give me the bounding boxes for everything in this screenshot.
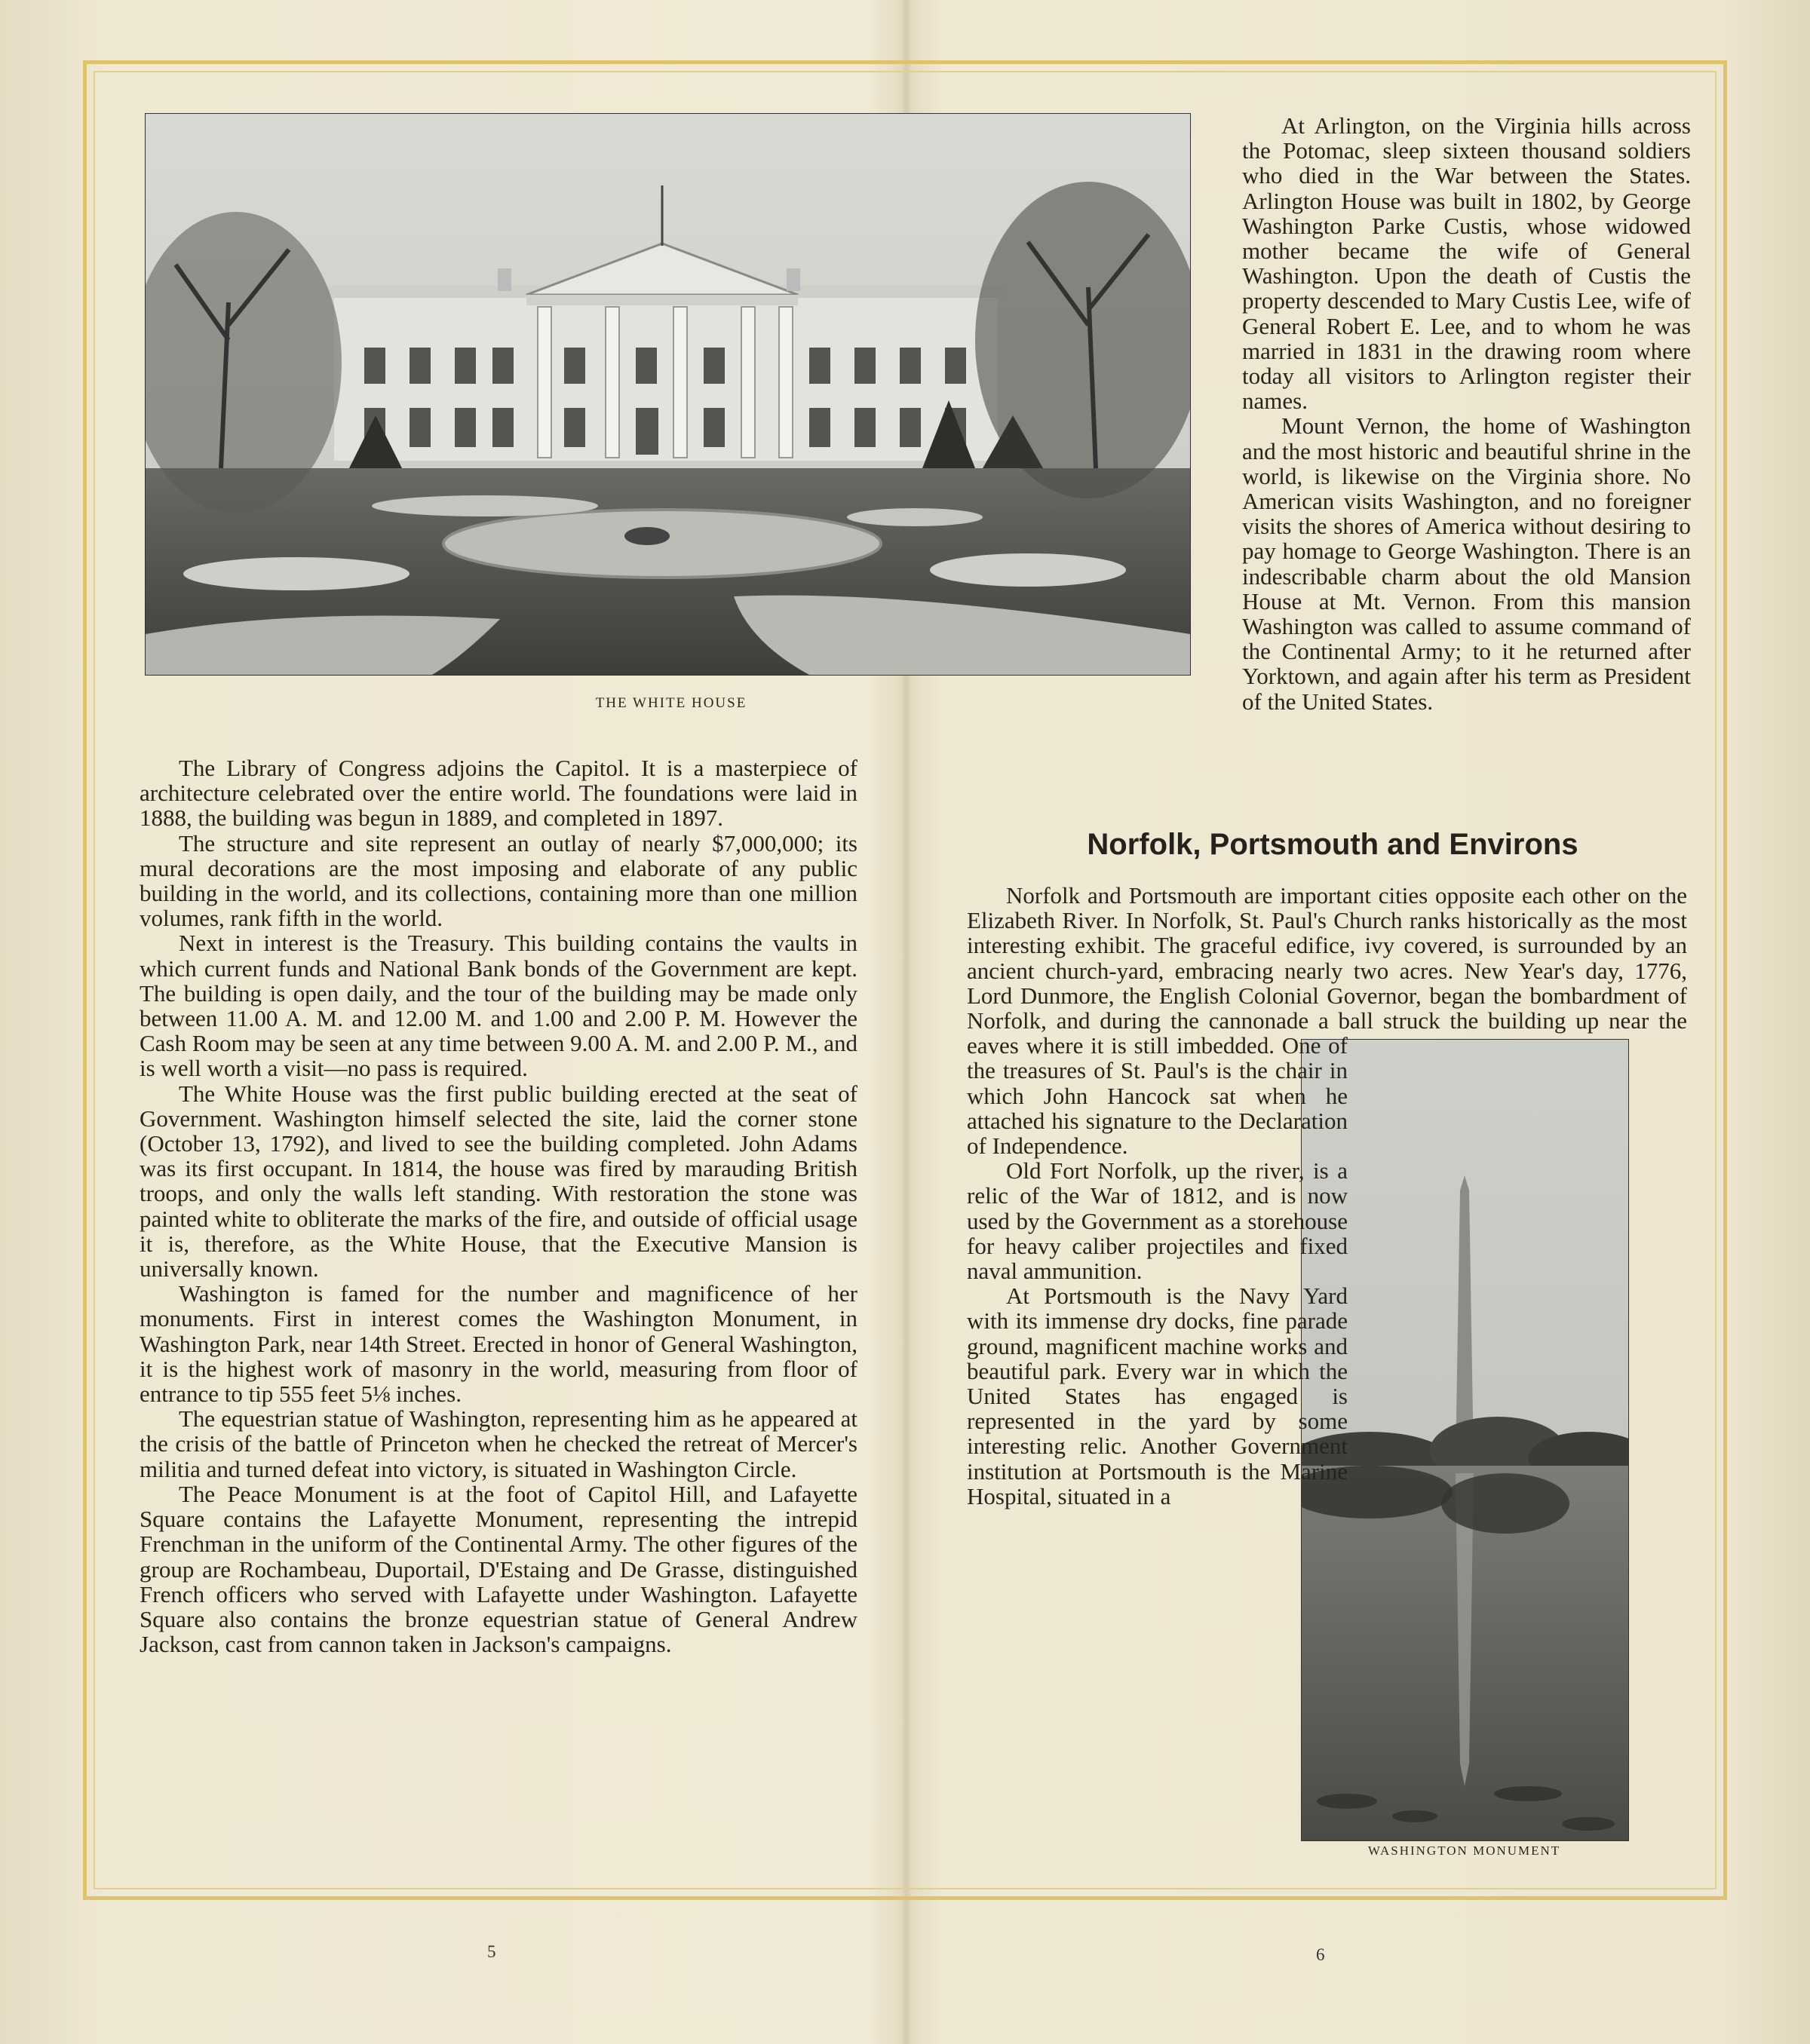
photo-clearance — [974, 113, 1242, 743]
paragraph-treasury: Next in interest is the Treasury. This building contains the vaults in which current funds and National Bank bonds of the Government are kept. The building is open daily, and the tour of the building may be made only between 11.00 A. M. and 12.00 M. and 1.00 and 2.00 P. M. However the Cash Room may be seen at any time between 9.00 A. M. and 2.00 P. M., and is well worth a visit—no pass is required. — [140, 930, 857, 1082]
right-page-number: 6 — [1316, 1945, 1325, 1964]
white-house-caption: THE WHITE HOUSE — [595, 695, 747, 711]
paragraph-peace-monument: The Peace Monument is at the foot of Capitol Hill, and Lafayette Square contains the Lafayette Monument, representing the intrepid Frenchman in the uniform of the Continental Army. The other figures of the group are Rochambeau, Duportail, D'Estaing and De Grasse, distinguished French officers who served with Lafayette under Washington. Lafayette Square also contains the bronze equestrian statue of General Andrew Jackson, cast from cannon taken in Jackson's campaigns. — [140, 1480, 857, 1658]
paragraph-equestrian-statue: The equestrian statue of Washington, representing him as he appeared at the crisis of the battle of Princeton when he checked the retreat of Mercer's militia and turned defeat into victory, is situated in Washington Circle. — [140, 1405, 857, 1482]
paragraph-white-house: The White House was the first public building erected at the seat of Government. Washington himself selected the site, laid the corner stone (October 13, 1792), and lived to see the building completed. John Adams was its first occupant. In 1814, the house was fired by marauding British troops, and only the walls left standing. With restoration the stone was painted white to obliterate the marks of the fire, and outside of official usage it is, therefore, as the White House, that the Executive Mansion is universally known. — [140, 1080, 857, 1282]
monument-photo-clearance — [1348, 1039, 1687, 1868]
right-top-column — [974, 113, 1691, 743]
paragraph-mount-vernon: Mount Vernon, the home of Washington and the most historic and beautiful shrine in the world, is likewise on the Virginia shore. No American visits Washington, and no foreigner visits the shores of America without desiring to pay homage to George Washington. There is an indescribable charm about the old Mansion House at Mt. Vernon. From this mansion Washington was called to assume command of the Continental Army; to it he returned after Yorktown, and again after his term as President of the United States. — [1242, 412, 1691, 715]
paragraph-norfolk: Norfolk and Portsmouth are important cities opposite each other on the Elizabeth River. In Norfolk, St. Paul's Church ranks historically as the most interesting exhibit. The graceful edifice, ivy covered, is surrounded by an ancient church-yard, embracing nearly two acres. New Year's day, 1776, Lord Dunmore, the English Colonial Governor, began the bombardment of Norfolk, and during the cannonade a ball struck the building up near the eaves where it is still imbedded. One of the treasures of St. Paul's is the chair in which John Hancock sat when he attached his signature to the Declaration of Independence. — [967, 882, 1687, 1160]
paragraph-library-of-congress: The Library of Congress adjoins the Capitol. It is a masterpiece of architecture celebrated over the entire world. The foundations were laid in 1888, the building was begun in 1889, and completed in 1897. — [140, 755, 857, 832]
washington-monument-caption: WASHINGTON MONUMENT — [1367, 1843, 1561, 1858]
paragraph-structure-site: The structure and site represent an outlay of nearly $7,000,000; its mural decorations are the most imposing and elaborate of any public building in the world, and its collections, containing more than one million volumes, rank fifth in the world. — [140, 829, 857, 932]
paragraph-old-fort-norfolk: Old Fort Norfolk, up the river, is a relic of the War of 1812, and is now used by the Government as a storehouse for heavy caliber projectiles and fixed naval ammunition. — [967, 1157, 1348, 1285]
left-page-number: 5 — [487, 1942, 496, 1961]
paragraph-arlington: At Arlington, on the Virginia hills across the Potomac, sleep sixteen thousand soldiers who died in the War between the States. Arlington House was built in 1802, by George Washington Parke Custis, whose widowed mother became the wife of General Washington. Upon the death of Custis the property descended to Mary Custis Lee, wife of General Robert E. Lee, and to whom he was married in 1831 in the drawing room where today all visitors to Arlington register their names. — [1242, 112, 1691, 415]
right-bottom-column — [967, 883, 1687, 1868]
paragraph-portsmouth: At Portsmouth is the Navy Yard with its immense dry docks, fine parade ground, magnificent machine works and beautiful park. Every war in which the United States has engaged is represented in the yard by some interesting relic. Another Government institution at Portsmouth is the Marine Hospital, situated in a — [967, 1282, 1348, 1509]
section-heading: Norfolk, Portsmouth and Environs — [1087, 828, 1578, 861]
left-column — [140, 755, 857, 1656]
paragraph-monuments: Washington is famed for the number and magnificence of her monuments. First in interest comes the Washington Monument, in Washington Park, near 14th Street. Erected in honor of General Washington, it is the highest work of masonry in the world, measuring from floor of entrance to tip 555 feet 5⅛ inches. — [140, 1280, 857, 1408]
